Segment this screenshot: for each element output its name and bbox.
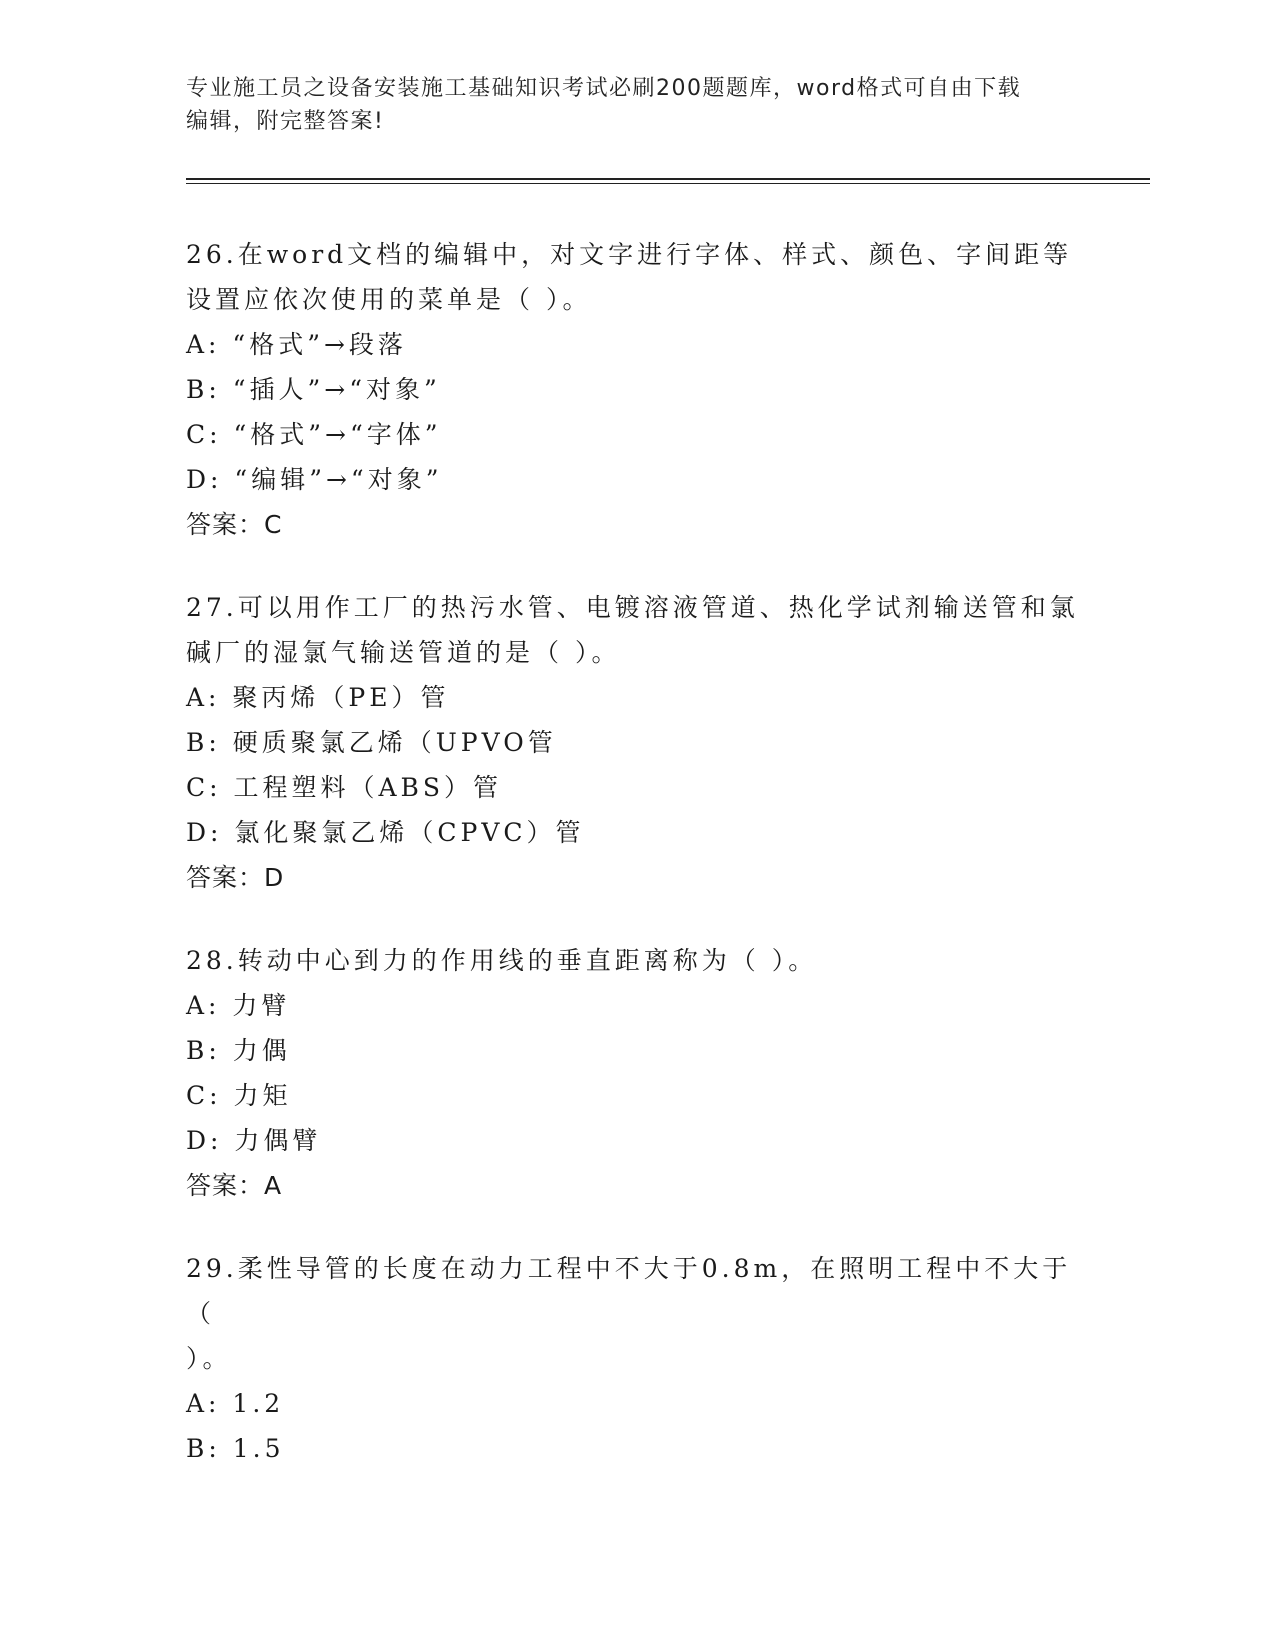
question-text-line: 26.在word文档的编辑中，对文字进行字体、样式、颜色、字间距等 <box>186 240 1073 269</box>
option-d: D: 氯化聚氯乙烯（CPVC）管 <box>186 818 585 847</box>
option-b: B: 力偶 <box>186 1036 291 1065</box>
option-d: D: 力偶臂 <box>186 1126 322 1155</box>
option-c: C: 力矩 <box>186 1081 292 1110</box>
option-c: C: 工程塑料（ABS）管 <box>186 773 503 802</box>
question-text-line: 碱厂的湿氯气输送管道的是（ ）。 <box>186 638 621 667</box>
option-c: C: “格式”→“字体” <box>186 420 442 449</box>
question-text-line: 设置应依次使用的菜单是（ ）。 <box>186 285 592 314</box>
question-27 <box>186 585 1086 900</box>
option-a: A: 1.2 <box>186 1389 285 1418</box>
question-list <box>186 232 1086 1509</box>
question-text-line: 28.转动中心到力的作用线的垂直距离称为（ ）。 <box>186 946 818 975</box>
document-header <box>186 72 1066 138</box>
answer-line: 答案：A <box>186 1171 283 1200</box>
question-28 <box>186 938 1086 1208</box>
option-d: D: “编辑”→“对象” <box>186 465 443 494</box>
option-a: A: 力臂 <box>186 991 291 1020</box>
option-a: A: 聚丙烯（PE）管 <box>186 683 450 712</box>
question-text-line: 29.柔性导管的长度在动力工程中不大于0.8m，在照明工程中不大于（ <box>186 1254 1072 1328</box>
header-divider-thin <box>186 183 1150 184</box>
answer-line: 答案：C <box>186 510 283 539</box>
question-text-line: 27.可以用作工厂的热污水管、电镀溶液管道、热化学试剂输送管和氯 <box>186 593 1079 622</box>
answer-line: 答案：D <box>186 863 285 892</box>
question-26 <box>186 232 1086 547</box>
option-a: A: “格式”→段落 <box>186 330 407 359</box>
option-b: B: 1.5 <box>186 1434 285 1463</box>
header-title-line-2: 编辑，附完整答案! <box>186 109 385 134</box>
header-title-line-1: 专业施工员之设备安装施工基础知识考试必刷200题题库，word格式可自由下载 <box>186 76 1022 101</box>
question-text-line: ）。 <box>186 1344 232 1373</box>
option-b: B: 硬质聚氯乙烯（UPVO管 <box>186 728 557 757</box>
question-29 <box>186 1246 1086 1471</box>
header-divider-thick <box>186 178 1150 180</box>
option-b: B: “插人”→“对象” <box>186 375 441 404</box>
